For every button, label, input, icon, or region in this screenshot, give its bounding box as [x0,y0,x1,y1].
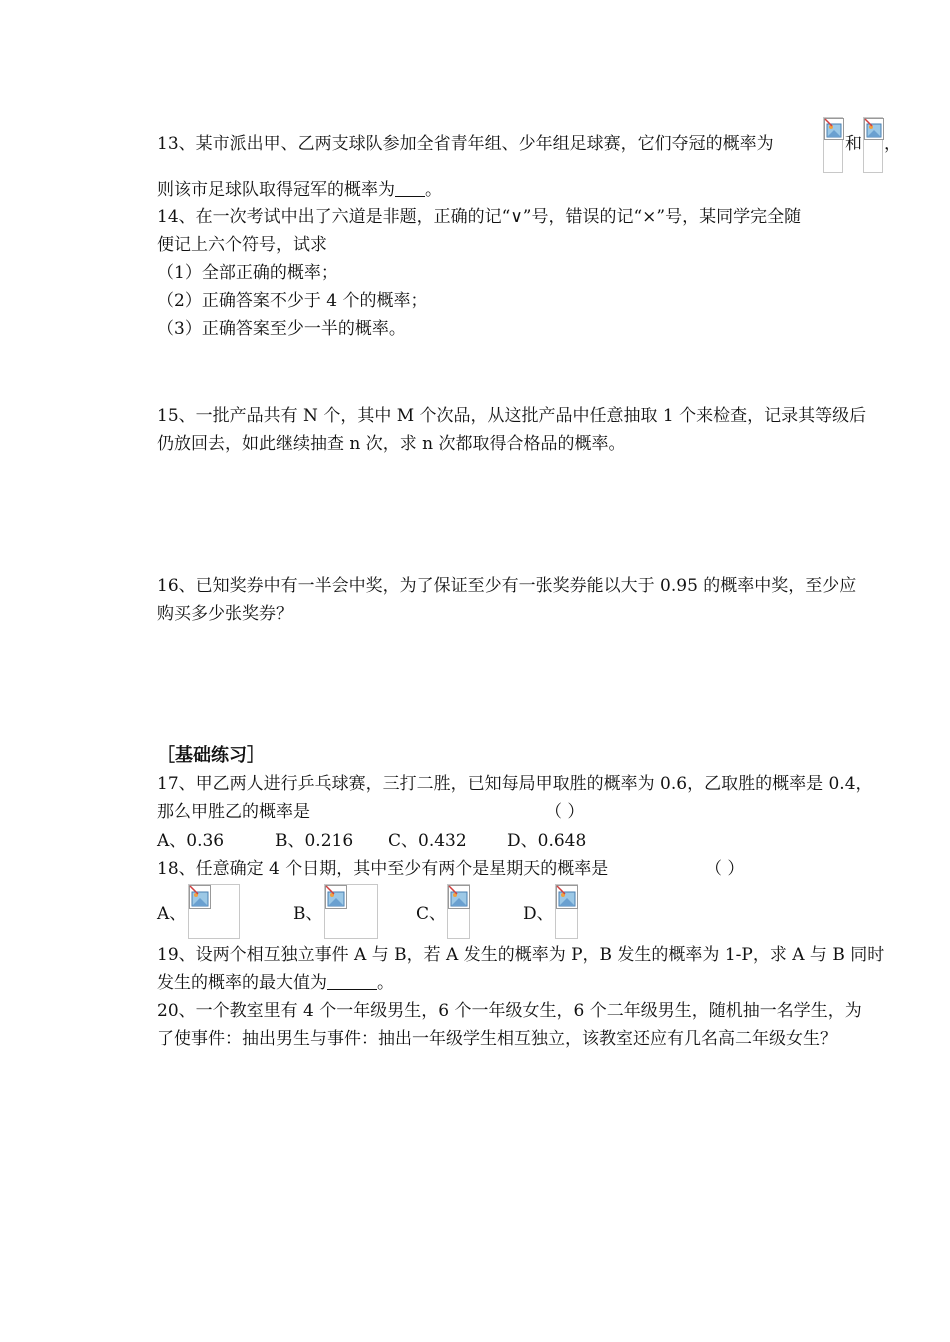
q13-end: 。 [425,180,442,200]
q18-line-1: 18、任意确定 4 个日期，其中至少有两个是星期天的概率是 [157,859,609,879]
q14-item-1: （1）全部正确的概率； [157,263,338,283]
q18-option-c: C、 [416,904,447,924]
q16-line-2: 购买多少张奖券？ [157,604,293,624]
q13-text: 13、某市派出甲、乙两支球队参加全省青年组、少年组足球赛，它们夺冠的概率为 [157,134,774,154]
q17-line-2: 那么甲胜乙的概率是 [157,802,310,822]
option-d-image-icon [555,884,578,939]
q19-end: 。 [377,973,394,993]
q17-answer-paren: （ ） [545,802,585,822]
q13-line-2 [157,179,442,201]
q17-line-1: 17、甲乙两人进行乒乓球赛，三打二胜，已知每局甲取胜的概率为 0.6，乙取胜的概率是 0.4， [157,774,873,794]
q19-text-2: 发生的概率的最大值为 [157,973,327,993]
q15-line-1: 15、一批产品共有 N 个，其中 M 个次品，从这批产品中任意抽取 1 个来检查，记录其等级后 [157,406,867,426]
q18-option-d: D、 [523,904,554,924]
option-a-image-icon [188,884,240,939]
answer-blank [395,180,425,197]
answer-blank [327,973,377,990]
q18-option-b: B、 [293,904,323,924]
formula-image-icon [863,117,883,173]
q18-answer-paren: （ ） [705,859,745,879]
option-c-image-icon [447,884,470,939]
q13-text-2: 则该市足球队取得冠军的概率为 [157,180,395,200]
q19-line-1: 19、设两个相互独立事件 A 与 B，若 A 发生的概率为 P，B 发生的概率为 1-P，求 A 与 B 同时 [157,945,885,965]
q14-line-1: 14、在一次考试中出了六道是非题，正确的记“∨”号，错误的记“×”号，某同学完全随 [157,207,802,227]
q17-option-a: A、0.36 [157,831,225,851]
q13-comma: ， [884,134,901,154]
q16-line-1: 16、已知奖券中有一半会中奖，为了保证至少有一张奖券能以大于 0.95 的概率中奖，至少应 [157,576,857,596]
q14-item-3: （3）正确答案至少一半的概率。 [157,319,406,339]
q17-option-c: C、0.432 [388,831,467,851]
q18-option-a: A、 [157,904,187,924]
q17-option-d: D、0.648 [507,831,587,851]
option-b-image-icon [324,884,378,939]
q17-option-b: B、0.216 [275,831,354,851]
q14-line-2: 便记上六个符号，试求 [157,235,327,255]
q20-line-1: 20、一个教室里有 4 个一年级男生，6 个一年级女生，6 个二年级男生，随机抽一名学生，为 [157,1001,862,1021]
q19-line-2 [157,972,394,994]
q20-line-2: 了使事件：抽出男生与事件：抽出一年级学生相互独立，该教室还应有几名高二年级女生？ [157,1029,837,1049]
q13-line-1 [157,133,774,155]
formula-image-icon [823,117,843,173]
q14-item-2: （2）正确答案不少于 4 个的概率； [157,291,428,311]
section-title: ［基础练习］ [157,745,265,766]
q13-and: 和 [845,134,862,154]
q15-line-2: 仍放回去，如此继续抽查 n 次，求 n 次都取得合格品的概率。 [157,434,626,454]
